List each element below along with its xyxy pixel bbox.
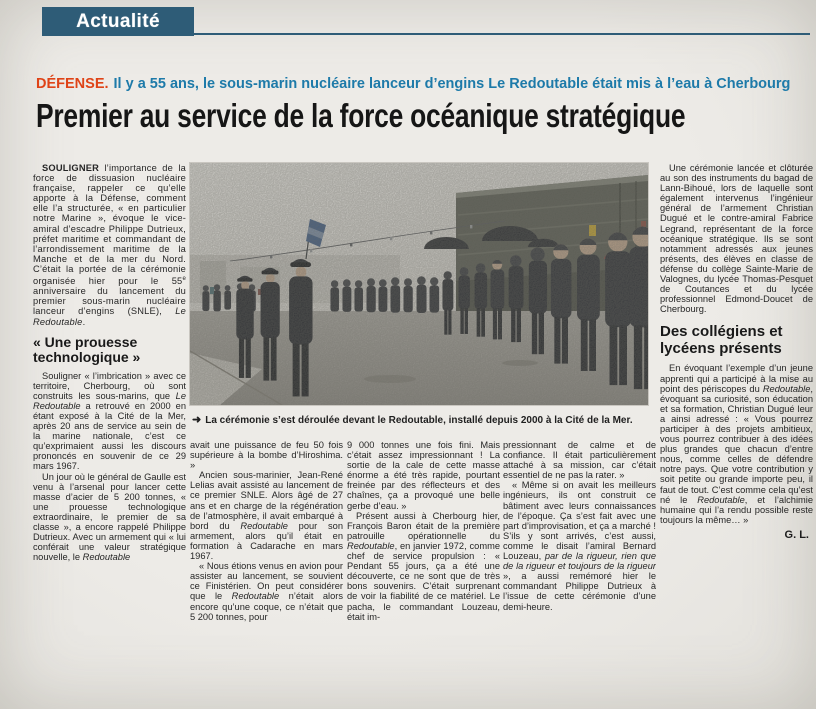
subhead-collegiens: Des collégiens et lycéens présents: [660, 323, 783, 357]
headline: Premier au service de la force océanique stratégique: [36, 97, 686, 134]
newsprint-grain: [190, 163, 648, 405]
body-column-1: [33, 163, 186, 562]
body-column-3: [347, 440, 500, 622]
section-tab: [42, 7, 194, 36]
section-label: Actualité: [76, 10, 160, 32]
caption-arrow-icon: ➜: [192, 414, 202, 426]
paragraph: Présent aussi à Cherbourg hier, François Baron était de la première patrouille opérationnelle du Redoutable, en janvier 1972, comme chef de service propulsion : « Pendant 55 jours, ça a été une découverte, ce ne sont que de très bons souvenirs. C’était surprenant de voir la fiabilité de ce matériel. Le pacha, le commandant Louzeau, était im-: [347, 510, 500, 622]
paragraph: Ancien sous-marinier, Jean-René Lelias avait assisté au lancement de ce premier SNLE. Alors âgé de 27 ans et en charge de la régénération de l’atmosphère, il avait embarqué à bord du Redoutable pour son armement, alors qu’il était en formation à Cadarache en mars 1967.: [190, 470, 343, 562]
photo-caption: [192, 413, 648, 426]
paragraph: 9 000 tonnes une fois fini. Mais c’était assez impressionnant ! La sortie de la cale de cette masse énorme a été très rapide, pourtant freinée par des réflecteurs et des chaînes, ça a provoqué une belle gerbe d’eau. »: [347, 440, 500, 511]
body-column-4: [503, 440, 656, 612]
paragraph: Souligner « l’imbrication » avec ce territoire, Cherbourg, où sont construits les sous-marins, que Le Redoutable a retrouvé en 2000 en étant exposé à la Cité de la Mer, après 20 ans de service au sein de la marine nationale, c’est ce qu’exprimaient aussi les discours prononcés en souvenir de ce 29 mars 1967.: [33, 370, 186, 472]
ceremony-photo: [190, 163, 648, 405]
kicker: [36, 76, 806, 92]
body-column-2: [190, 440, 343, 622]
body-column-5: [660, 163, 813, 540]
paragraph: En évoquant l’exemple d’un jeune apprenti qui a participé à la mise au point des périscopes du Redoutable, évoquant sa curiosité, son éducation et sa formation, Christian Dugué leur a ainsi adressé : « Vous pourrez participer à des projets ambitieux, vous pourrez contribuer à des idées plus grandes que chacun d’entre nous, comme celles de défendre notre pays. Que votre contribution y soit petite ou grande importe peu, il faut de tout. C’est comme cela qu’est né le Redoutable, et l’alchimie humaine qui l’a rendu possible reste toujours la même… »: [660, 363, 813, 525]
ceremony-photo-illustration: [190, 163, 648, 405]
lead-paragraph: SOULIGNER l’importance de la force de dissuasion nucléaire française, rappeler ce qu’elle apporte à la Défense, comment elle l’a structurée, « en particulier notre Marine », évoque le vice-amiral d’escadre Philippe Dutrieux, préfet maritime et commandant de l’arrondissement maritime de la Manche et de la mer du Nord. C’était la portée de la cérémonie organisée hier pour le 55e anniversaire du lancement du premier sous-marin nucléaire lanceur d’engins (SNLE), Le Redoutable.: [33, 163, 186, 327]
paragraph: avait une puissance de feu 50 fois supérieure à la bombe d’Hiroshima. »: [190, 440, 343, 471]
paragraph: « Nous étions venus en avion pour assister au lancement, se souvient ce Finistérien. On peut considérer que le Redoutable n’était alors encore qu’une coque, ce n’était que 5 200 tonnes, pour: [190, 561, 343, 622]
paragraph: pressionnant de calme et de confiance. Il était particulièrement attaché à sa mission, car c’était essentiel de ne pas la rater. »: [503, 440, 656, 481]
paragraph: « Même si on avait les meilleurs ingénieurs, ils ont construit ce bâtiment avec leurs connaissances de l’époque. Ça s’est fait avec une part d’improvisation, et ça a marché ! S’ils y sont arrivés, c’est aussi, comme le disait l’amiral Bernard Louzeau, par de la rigueur, rien que de la rigueur et toujours de la rigueur », a aussi remémoré hier le commandant Philippe Dutrieux à l’issue de cette cérémonie d’une demi-heure.: [503, 480, 656, 612]
byline: G. L.: [784, 528, 809, 540]
paragraph: Un jour où le général de Gaulle est venu à l’arsenal pour lancer cette masse d’acier de 5 200 tonnes, « une prouesse technologique extraordinaire, le premier de sa classe », a encore rappelé Philippe Dutrieux. Avec un armement qui « lui conférait une valeur stratégique nouvelle, le Redoutable: [33, 471, 186, 563]
subhead-prouesse: « Une prouesse technologique »: [33, 333, 141, 366]
photo-caption-text: La cérémonie s’est déroulée devant le Redoutable, installé depuis 2000 à la Cité de la Mer.: [205, 415, 633, 426]
kicker-category: DÉFENSE.: [36, 76, 109, 92]
kicker-text: Il y a 55 ans, le sous-marin nucléaire lanceur d’engins Le Redoutable était mis à l’eau à Cherbourg: [113, 76, 791, 92]
paragraph: Une cérémonie lancée et clôturée au son des instruments du bagad de Lann-Bihoué, lors de laquelle sont également intervenus l’ingénieur général de l’armement Christian Dugué et le contre-amiral Fabrice Legrand, représentant de la force océanique stratégique. Ils se sont notamment adressés aux jeunes présents, des élèves en classe de défense du collège Sainte-Marie de Valognes, du lycée Thomas-Pesquet de Coutances et du lycée professionnel Edmond-Doucet de Cherbourg.: [660, 163, 813, 315]
